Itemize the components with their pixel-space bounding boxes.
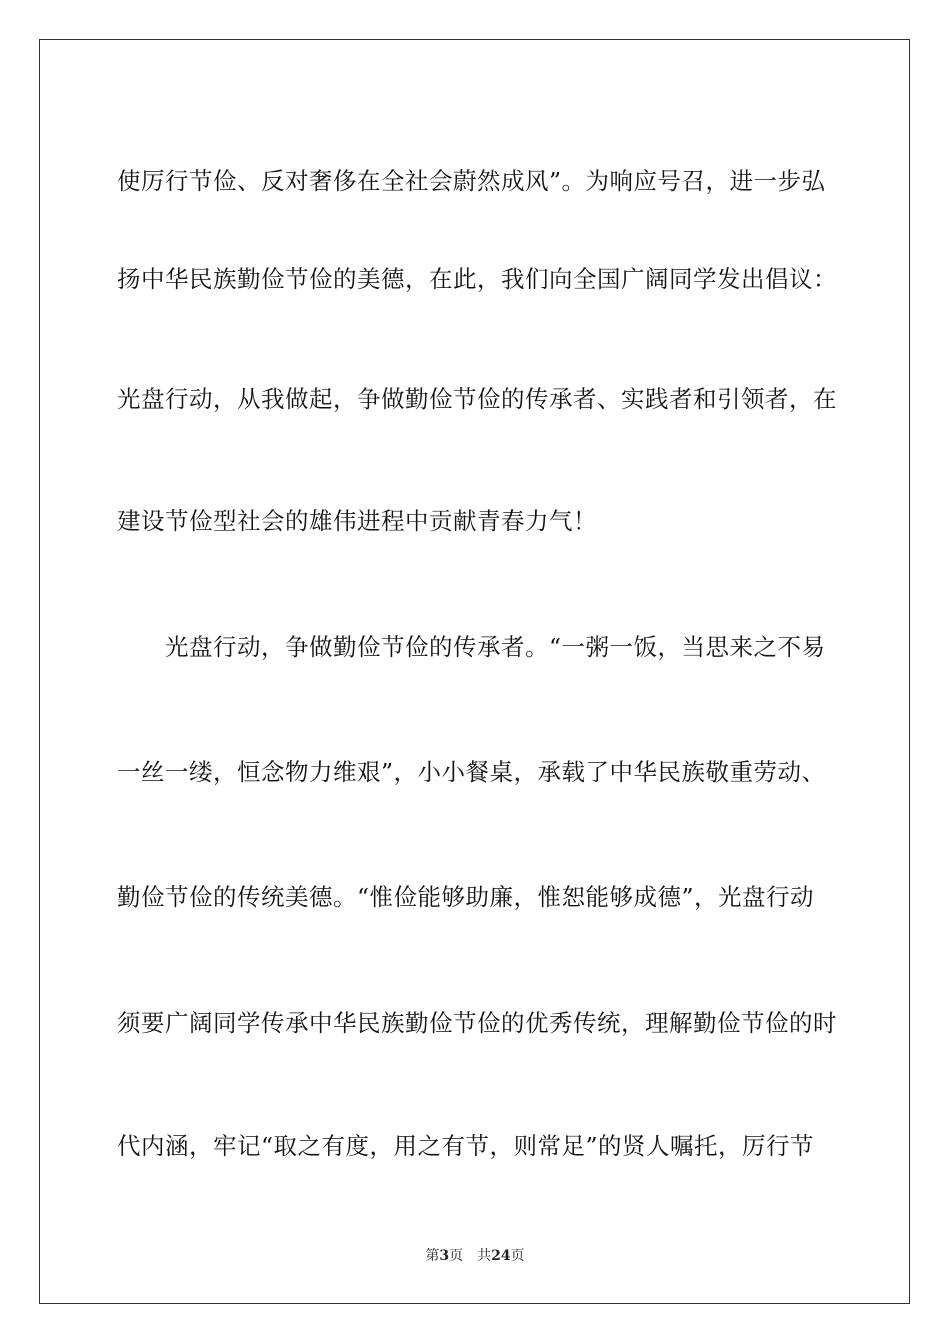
total-label-prefix: 共 <box>477 1248 492 1264</box>
body-line-5: 光盘行动，争做勤俭节俭的传承者。“一粥一饭，当思来之不易 <box>165 633 826 661</box>
body-line-2: 扬中华民族勤俭节俭的美德，在此，我们向全国广阔同学发出倡议： <box>117 265 837 293</box>
body-line-7: 勤俭节俭的传统美德。“惟俭能够助廉，惟恕能够成德”，光盘行动 <box>117 883 815 911</box>
body-line-3: 光盘行动，从我做起，争做勤俭节俭的传承者、实践者和引领者，在 <box>117 385 837 413</box>
body-line-6: 一丝一缕，恒念物力维艰”，小小餐桌，承载了中华民族敬重劳动、 <box>117 758 826 786</box>
page-label-suffix: 页 <box>449 1248 464 1264</box>
body-line-1: 使厉行节俭、反对奢侈在全社会蔚然成风”。为响应号召，进一步弘 <box>117 167 826 195</box>
page-footer <box>0 1247 950 1265</box>
page-number: 3 <box>439 1248 450 1264</box>
page-label-prefix: 第 <box>425 1248 440 1264</box>
body-line-4: 建设节俭型社会的雄伟进程中贡献青春力气！ <box>117 507 597 535</box>
body-line-9: 代内涵，牢记“取之有度，用之有节，则常足”的贤人嘱托，厉行节 <box>117 1132 815 1160</box>
body-line-8: 须要广阔同学传承中华民族勤俭节俭的优秀传统，理解勤俭节俭的时 <box>117 1009 837 1037</box>
total-label-suffix: 页 <box>510 1248 525 1264</box>
total-pages: 24 <box>491 1248 511 1264</box>
page-border <box>39 39 910 1304</box>
